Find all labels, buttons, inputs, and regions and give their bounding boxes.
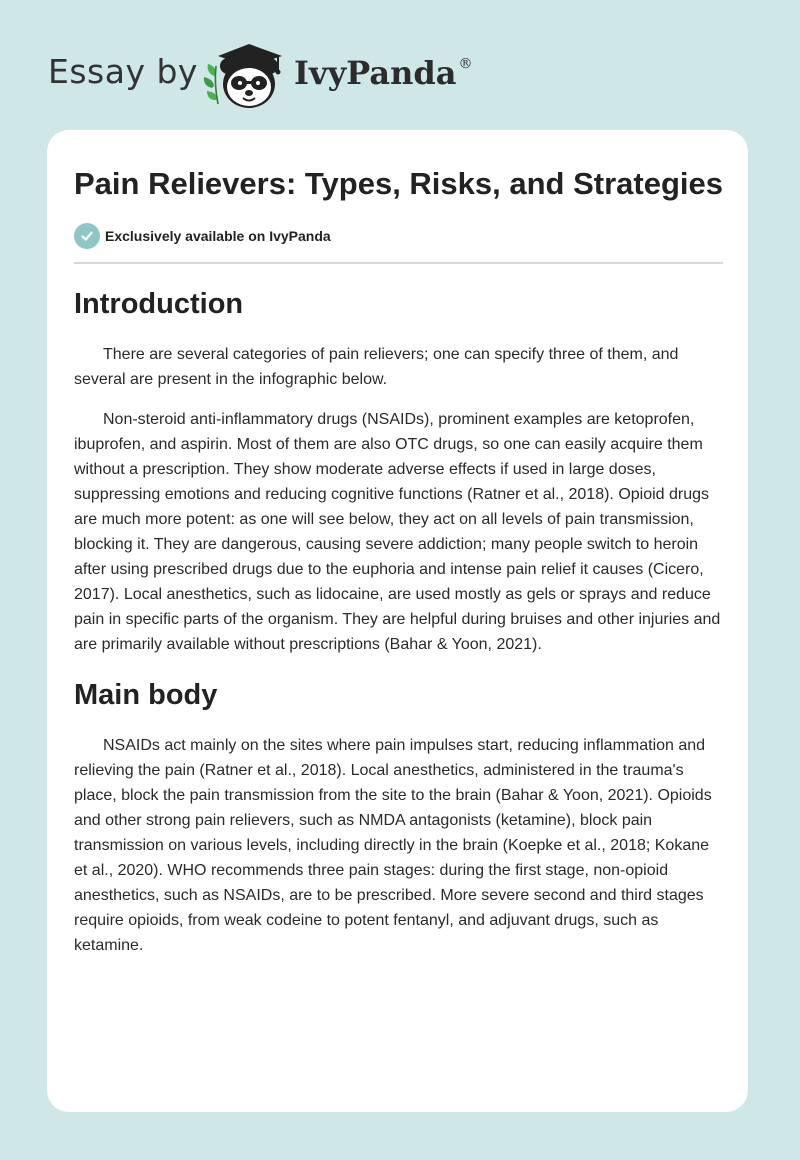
page-title: Pain Relievers: Types, Risks, and Strategies [74,166,723,201]
paragraph: There are several categories of pain relievers; one can specify three of them, and several are present in the infographic below. [74,346,679,388]
registered-mark: ® [458,56,473,72]
badge-text: Exclusively available on IvyPanda [105,228,331,244]
panda-logo-icon[interactable] [200,36,292,110]
essay-card [47,130,748,1112]
section-heading-main-body: Main body [74,679,218,711]
paragraph: NSAIDs act mainly on the sites where pain impulses start, reducing inflammation and relieving the pain (Ratner et al., 2018). Local anesthetics, administered in the trauma's place, block the pain transmission from the site to the brain (Bahar & Yoon, 2021). Opioids and other strong pain relievers, such as NMDA antagonists (ketamine), block pain transmission on various levels, including directly in the brain (Koepke et al., 2018; Kokane et al., 2020). WHO recommends three pain stages: during the first stage, non-opioid anesthetics, such as NSAIDs, are to be prescribed. More severe second and third stages require opioids, from weak codeine to potent fentanyl, and adjuvant drugs, such as ketamine. [74,737,712,954]
paragraph: Non-steroid anti-inflammatory drugs (NSAIDs), prominent examples are ketoprofen, ibuprofen, and aspirin. Most of them are also OTC drugs, so one can easily acquire them without a prescription. They show moderate adverse effects if used in large doses, suppressing emotions and reducing cognitive functions (Ratner et al., 2018). Opioid drugs are much more potent: as one will see below, they act on all levels of pain transmission, blocking it. They are dangerous, causing severe addiction; many people switch to heroin after using prescribed drugs due to the euphoria and intense pain relief it causes (Cicero, 2017). Local anesthetics, such as lidocaine, are used mostly as gels or sprays and reduce pain in specific parts of the organism. They are helpful during bruises and other injuries and are primarily available without prescriptions (Bahar & Yoon, 2021). [74,411,721,653]
essay-content [74,164,723,958]
brand-prefix: Essay by [48,52,198,91]
brand-name-text: IvyPanda [294,54,457,92]
section-heading-introduction: Introduction [74,288,244,320]
checkmark-icon [74,223,100,249]
site-header [0,0,800,130]
brand-name[interactable] [294,54,473,92]
exclusive-badge [74,222,723,250]
title-divider [74,262,723,264]
